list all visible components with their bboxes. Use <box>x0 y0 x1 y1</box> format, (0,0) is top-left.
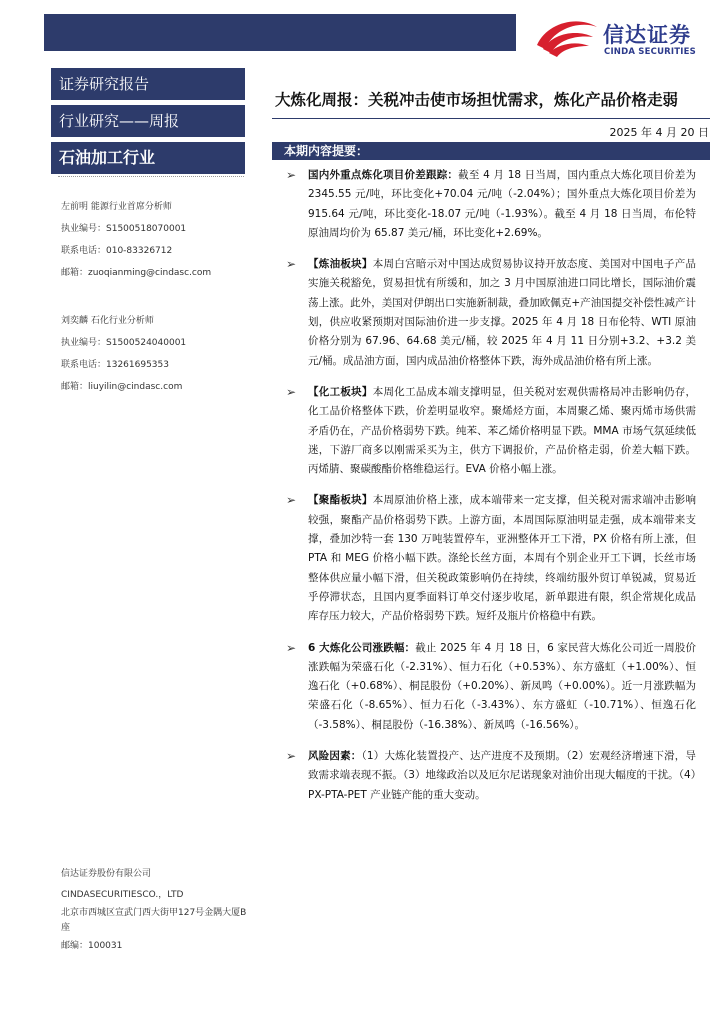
bullet-lead: 6 大炼化公司涨跌幅： <box>308 641 416 654</box>
bullet-text: 截止 2025 年 4 月 18 日，6 家民营大炼化公司近一周股价涨跌幅为荣盛石化（-2.31%）、恒力石化（+0.53%）、东方盛虹（+1.00%）、恒逸石化（+0.68%）、桐昆股份（+0.20%）、新凤鸣（+0.00%）。近一月涨跌幅为荣盛石化（-8.65%）、恒力石化（-3.43%）、东方盛虹（-10.71%）、恒逸石化（-3.58%）、桐昆股份（-16.38%）、新凤鸣（-16.56%）。 <box>308 641 696 731</box>
analyst-card <box>61 196 261 284</box>
analyst-license: 执业编号：S1500524040001 <box>61 338 187 348</box>
bullet-lead: 【化工板块】 <box>308 385 373 398</box>
logo-english-name: CINDA SECURITIES <box>604 47 696 57</box>
analyst-card <box>61 310 261 398</box>
company-name-cn: 信达证券股份有限公司 <box>61 869 152 879</box>
company-name-en: CINDASECURITIESCO.，LTD <box>61 890 184 900</box>
sidebar-divider <box>58 176 244 177</box>
arrow-bullet-icon: ➢ <box>286 749 297 764</box>
bullet-lead: 【炼油板块】 <box>308 258 373 271</box>
report-title: 大炼化周报：关税冲击使市场担忧需求，炼化产品价格走弱 <box>275 91 679 109</box>
analyst-phone: 联系电话：010-83326712 <box>61 246 173 256</box>
summary-bullet <box>286 383 696 479</box>
cinda-swoosh-icon <box>533 15 601 59</box>
bullet-lead: 【聚酯板块】 <box>308 494 373 507</box>
bullet-text: 本周化工品成本端支撑明显，但关税对宏观供需格局冲击影响仍存，化工品价格整体下跌，价差明显收窄。聚烯烃方面，本周聚乙烯、聚丙烯市场供需矛盾仍在，产品价格弱势下跌。纯苯、苯乙烯价格明显下跌。MMA 市场气氛延续低迷，下游厂商多以刚需采买为主，供方下调报价，产品价格走弱，价差大幅下跌。丙烯腈、聚碳酸酯价格维稳运行。EVA 价格小幅上涨。 <box>308 385 697 476</box>
analyst-name-title: 刘奕麟 石化行业分析师 <box>61 316 154 326</box>
summary-header: 本期内容提要： <box>272 142 710 160</box>
arrow-bullet-icon: ➢ <box>286 493 297 508</box>
report-date: 2025 年 4 月 20 日 <box>609 126 709 139</box>
report-category-box: 行业研究——周报 <box>51 105 245 137</box>
header-bar <box>44 14 516 51</box>
summary-bullet <box>286 166 696 243</box>
company-address: 北京市西城区宣武门西大街甲127号金隅大厦B座 <box>61 908 247 933</box>
summary-bullet <box>286 255 696 371</box>
bullet-lead: 国内外重点炼化项目价差跟踪： <box>308 169 459 181</box>
arrow-bullet-icon: ➢ <box>286 168 297 182</box>
summary-bullet <box>286 639 696 735</box>
logo-chinese-name: 信达证券 <box>603 23 691 47</box>
company-postcode: 邮编：100031 <box>61 941 123 951</box>
report-type-box: 证券研究报告 <box>51 68 245 100</box>
analyst-license: 执业编号：S1500518070001 <box>61 224 187 234</box>
analyst-list <box>61 196 261 424</box>
arrow-bullet-icon: ➢ <box>286 384 297 399</box>
summary-bullet <box>286 747 696 805</box>
bullet-text: 本周白宫暗示对中国达成贸易协议持开放态度、美国对中国电子产品实施关税豁免，贸易担忧有所缓和，加之 3 月中国原油进口同比增长，国际油价震荡上涨。此外，美国对伊朗出口实施新制裁，叠加欧佩克+产油国提交补偿性减产计划，供应收紧预期对国际油价进一步支撑。2025 年 4 月 18 日布伦特、WTI 原油价格分别为 67.96、64.68 美元/桶，较 2025 年 4 月 11 日分别+3.2、+3.2 美元/桶。成品油方面，国内成品油价格整体下跌，海外成品油价格有所上涨。 <box>308 258 697 367</box>
title-divider <box>272 118 710 119</box>
bullet-text: 截至 4 月 18 日当周，国内重点大炼化项目价差为 2345.55 元/吨，环比变化+70.04 元/吨（-2.04%）；国外重点大炼化项目价差为 915.64 元/吨，环比变化-18.07 元/吨（-1.93%）。截至 4 月 18 日当周，布伦特原油周均价为 65.87 美元/桶，环比变化+2.69%。 <box>308 169 696 239</box>
arrow-bullet-icon: ➢ <box>286 640 297 655</box>
industry-box: 石油加工行业 <box>51 142 245 174</box>
bullet-text: 本周原油价格上涨，成本端带来一定支撑，但关税对需求端冲击影响较强，聚酯产品价格弱势下跌。上游方面，本周国际原油明显走强，成本端带来支撑，叠加沙特一套 130 万吨装置停车，亚洲整体开工下滑，PX 价格有所上涨，但 PTA 和 MEG 价格小幅下跌。涤纶长丝方面，本周有个别企业开工下调，长丝市场整体供应量小幅下滑，但关税政策影响仍在持续，终端纺服外贸订单锐减，贸易近乎停滞状态，且国内夏季面料订单交付逐步收尾，新单跟进有限，织企常规化成品库存压力较大，产品价格弱势下跌。短纤及瓶片价格稳中有跌。 <box>308 494 697 623</box>
bullet-lead: 风险因素： <box>308 750 362 763</box>
analyst-phone: 联系电话：13261695353 <box>61 360 169 370</box>
summary-bullet-list <box>286 166 696 817</box>
cinda-logo <box>533 15 709 59</box>
sidebar <box>51 68 245 179</box>
analyst-email[interactable]: 邮箱：liuyilin@cindasc.com <box>61 382 183 392</box>
bullet-text: （1）大炼化装置投产、达产进度不及预期。（2）宏观经济增速下滑，导致需求端表现不振。（3）地缘政治以及厄尔尼诺现象对油价出现大幅度的干扰。（4）PX-PTA-PET 产业链产能的重大变动。 <box>308 750 696 801</box>
analyst-email[interactable]: 邮箱：zuoqianming@cindasc.com <box>61 268 212 278</box>
company-info <box>61 864 261 957</box>
arrow-bullet-icon: ➢ <box>286 257 297 272</box>
summary-bullet <box>286 491 696 626</box>
analyst-name-title: 左前明 能源行业首席分析师 <box>61 202 172 212</box>
